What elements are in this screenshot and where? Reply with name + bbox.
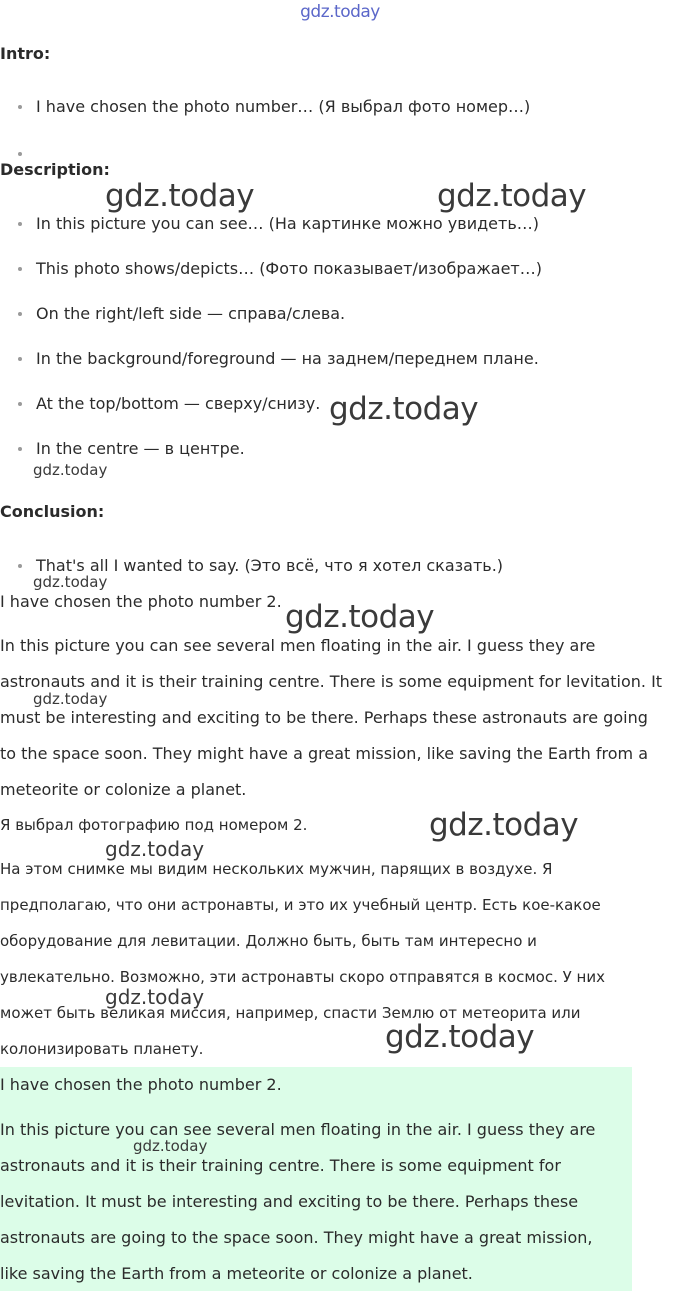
watermark: gdz.today <box>133 1137 208 1155</box>
bullet-dot <box>18 222 22 226</box>
bullet-dot <box>18 447 22 451</box>
watermark: gdz.today <box>105 178 255 214</box>
answer-ru-line: увлекательно. Возможно, эти астронавты скоро отправятся в космос. У них <box>0 968 605 986</box>
list-item: At the top/bottom — сверху/снизу. <box>36 394 321 413</box>
answer-ru-line: На этом снимке мы видим нескольких мужчин, парящих в воздухе. Я <box>0 860 553 878</box>
bullet-dot <box>18 357 22 361</box>
watermark: gdz.today <box>329 391 479 427</box>
intro-heading: Intro: <box>0 44 51 63</box>
answer-ru-line: предполагаю, что они астронавты, и это их учебный центр. Есть кое-какое <box>0 896 601 914</box>
watermark: gdz.today <box>33 690 108 708</box>
watermark: gdz.today <box>33 461 108 479</box>
watermark: gdz.today <box>429 807 579 843</box>
watermark: gdz.today <box>437 178 587 214</box>
list-item: I have chosen the photo number… (Я выбрал фото номер…) <box>36 97 531 116</box>
highlight-line: astronauts are going to the space soon. They might have a great mission, <box>0 1228 593 1247</box>
list-item: This photo shows/depicts… (Фото показывает/изображает…) <box>36 259 542 278</box>
bullet-dot <box>18 402 22 406</box>
bullet-dot <box>18 105 22 109</box>
highlight-line: like saving the Earth from a meteorite or colonize a planet. <box>0 1264 473 1283</box>
answer-ru-first-line: Я выбрал фотографию под номером 2. <box>0 816 308 834</box>
conclusion-heading: Conclusion: <box>0 502 105 521</box>
answer-en-line: to the space soon. They might have a great mission, like saving the Earth from a <box>0 744 649 763</box>
highlight-line: astronauts and it is their training centre. There is some equipment for <box>0 1156 561 1175</box>
answer-en-line: astronauts and it is their training centre. There is some equipment for levitation. It <box>0 672 663 691</box>
list-item: On the right/left side — справа/слева. <box>36 304 346 323</box>
watermark: gdz.today <box>105 837 205 861</box>
answer-en-line: meteorite or colonize a planet. <box>0 780 247 799</box>
highlight-line: levitation. It must be interesting and exciting to be there. Perhaps these <box>0 1192 579 1211</box>
highlight-first-line: I have chosen the photo number 2. <box>0 1075 282 1094</box>
description-heading: Description: <box>0 160 110 179</box>
highlight-answer-box <box>0 1067 632 1291</box>
bullet-dot <box>18 152 22 156</box>
list-item: In the background/foreground — на заднем/переднем плане. <box>36 349 539 368</box>
site-logo: gdz.today <box>300 2 380 22</box>
answer-ru-line: оборудование для левитации. Должно быть, быть там интересно и <box>0 932 537 950</box>
list-item: In this picture you can see… (На картинке можно увидеть…) <box>36 214 539 233</box>
answer-en-first-line: I have chosen the photo number 2. <box>0 592 282 611</box>
list-item: In the centre — в центре. <box>36 439 245 458</box>
highlight-line: In this picture you can see several men floating in the air. I guess they are <box>0 1120 596 1139</box>
bullet-dot <box>18 564 22 568</box>
watermark: gdz.today <box>105 985 205 1009</box>
answer-en-line: In this picture you can see several men floating in the air. I guess they are <box>0 636 596 655</box>
answer-ru-line: может быть великая миссия, например, спасти Землю от метеорита или <box>0 1004 581 1022</box>
answer-en-line: must be interesting and exciting to be there. Perhaps these astronauts are going <box>0 708 648 727</box>
bullet-dot <box>18 267 22 271</box>
bullet-dot <box>18 312 22 316</box>
watermark: gdz.today <box>33 573 108 591</box>
answer-ru-line: колонизировать планету. <box>0 1040 204 1058</box>
watermark: gdz.today <box>285 599 435 635</box>
list-item: That's all I wanted to say. (Это всё, что я хотел сказать.) <box>36 556 504 575</box>
watermark: gdz.today <box>385 1019 535 1055</box>
